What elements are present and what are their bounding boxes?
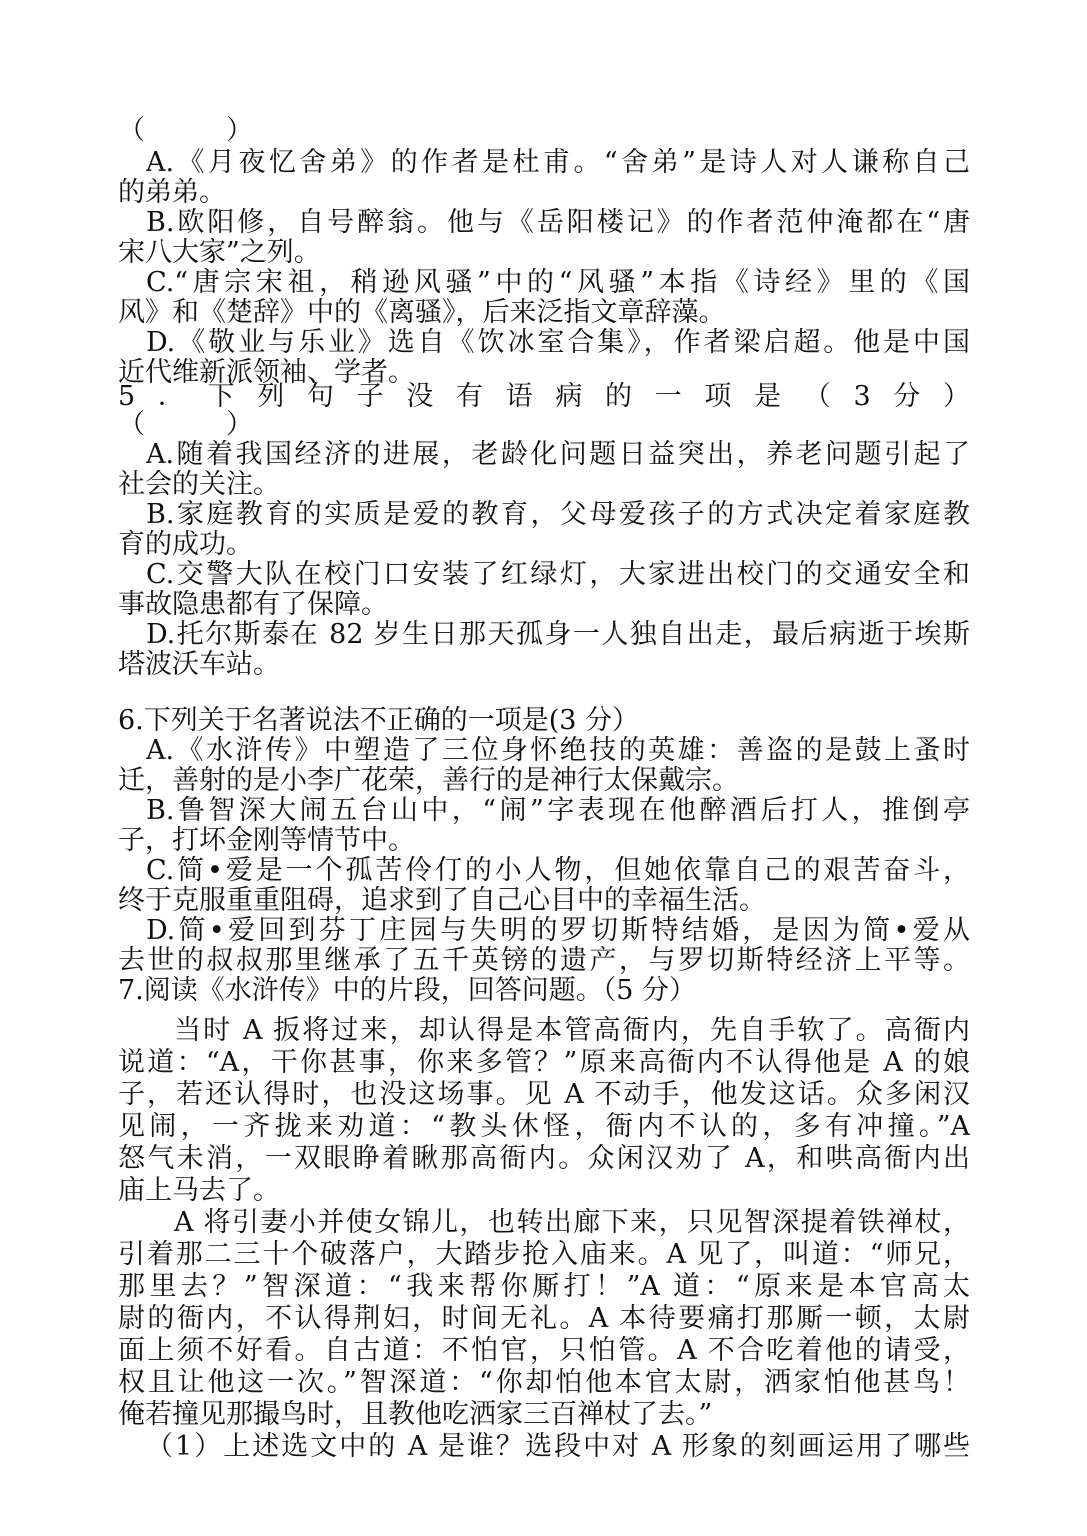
q6-option-c: C.简•爱是一个孤苦伶仃的小人物，但她依靠自己的艰苦奋斗， bbox=[146, 856, 970, 886]
q4-option-b: B.欧阳修，自号醉翁。他与《岳阳楼记》的作者范仲淹都在“唐 bbox=[146, 208, 970, 238]
passage-p1-line5: 怒气未消，一双眼睁着瞅那高衙内。众闲汉劝了 A，和哄高衙内出 bbox=[118, 1144, 970, 1174]
q4-option-d-cont: 近代维新派领袖、学者。 bbox=[118, 358, 415, 388]
passage-p2-line3: 那里去？”智深道：“我来帮你厮打！”A 道：“原来是本官高太 bbox=[118, 1272, 970, 1302]
passage-p1-line3: 子，若还认得时，也没这场事。见 A 不动手，他发这话。众多闲汉 bbox=[118, 1080, 970, 1110]
question-4-bracket: （ ） bbox=[118, 116, 253, 146]
q5-option-b-cont: 育的成功。 bbox=[118, 530, 253, 560]
q4-option-c-cont: 风》和《楚辞》中的《离骚》，后来泛指文章辞藻。 bbox=[118, 298, 726, 328]
q6-option-b-cont: 子，打坏金刚等情节中。 bbox=[118, 826, 415, 856]
q6-option-a-cont: 迁，善射的是小李广花荣，善行的是神行太保戴宗。 bbox=[118, 766, 739, 796]
question-6-stem: 6.下列关于名著说法不正确的一项是(3 分） bbox=[118, 706, 640, 736]
passage-p2-line7: 俺若撞见那撮鸟时，且教他吃洒家三百禅杖了去。” bbox=[118, 1400, 713, 1430]
q4-option-c: C.“唐宗宋祖，稍逊风骚”中的“风骚”本指《诗经》里的《国 bbox=[146, 268, 970, 298]
question-7-sub1: （1）上述选文中的 A 是谁？选段中对 A 形象的刻画运用了哪些 bbox=[146, 1432, 970, 1462]
passage-p1-line1: 当时 A 扳将过来，却认得是本管高衙内，先自手软了。高衙内 bbox=[174, 1016, 970, 1046]
question-7-stem: 7.阅读《水浒传》中的片段，回答问题。（5 分） bbox=[118, 976, 697, 1006]
passage-p1-line2: 说道：“A，干你甚事，你来多管？”原来高衙内不认得他是 A 的娘 bbox=[118, 1048, 970, 1078]
q4-option-b-cont: 宋八大家”之列。 bbox=[118, 238, 321, 268]
q5-option-b: B.家庭教育的实质是爱的教育，父母爱孩子的方式决定着家庭教 bbox=[146, 500, 970, 530]
question-5-stem: 5．下列句子没有语病的一项是（3分） bbox=[118, 382, 970, 412]
q6-option-d-cont: 去世的叔叔那里继承了五千英镑的遗产，与罗切斯特经济上平等。 bbox=[118, 946, 970, 976]
q6-option-b: B.鲁智深大闹五台山中，“闹”字表现在他醉酒后打人，推倒亭 bbox=[146, 796, 970, 826]
passage-p2-line4: 尉的衙内，不认得荆妇，时间无礼。A 本待要痛打那厮一顿，太尉 bbox=[118, 1304, 970, 1334]
q6-option-d: D.简•爱回到芬丁庄园与失明的罗切斯特结婚，是因为简•爱从 bbox=[146, 916, 970, 946]
q5-option-c-cont: 事故隐患都有了保障。 bbox=[118, 590, 388, 620]
q5-option-a-cont: 社会的关注。 bbox=[118, 470, 280, 500]
passage-p2-line6: 权且让他这一次。”智深道：“你却怕他本官太尉，洒家怕他甚鸟！ bbox=[118, 1368, 970, 1398]
q5-option-d: D.托尔斯泰在 82 岁生日那天孤身一人独自出走，最后病逝于埃斯 bbox=[146, 620, 970, 650]
passage-p1-line6: 庙上马去了。 bbox=[118, 1176, 280, 1206]
passage-p2-line1: A 将引妻小并使女锦儿，也转出廊下来，只见智深提着铁禅杖， bbox=[174, 1208, 970, 1238]
q4-option-a-cont: 的弟弟。 bbox=[118, 178, 226, 208]
q4-option-d: D.《敬业与乐业》选自《饮冰室合集》，作者梁启超。他是中国 bbox=[146, 328, 970, 358]
question-5-bracket: （ ） bbox=[118, 410, 253, 440]
passage-p1-line4: 见闹，一齐拢来劝道：“教头休怪，衙内不认的，多有冲撞。”A bbox=[118, 1112, 970, 1142]
q5-option-a: A.随着我国经济的进展，老龄化问题日益突出，养老问题引起了 bbox=[146, 440, 970, 470]
q5-option-d-cont: 塔波沃车站。 bbox=[118, 650, 280, 680]
q6-option-a: A.《水浒传》中塑造了三位身怀绝技的英雄：善盗的是鼓上蚤时 bbox=[146, 736, 970, 766]
passage-p2-line5: 面上须不好看。自古道：不怕官，只怕管。A 不合吃着他的请受， bbox=[118, 1336, 970, 1366]
q4-option-a: A.《月夜忆舍弟》的作者是杜甫。“舍弟”是诗人对人谦称自己 bbox=[146, 148, 970, 178]
passage-p2-line2: 引着那二三十个破落户，大踏步抢入庙来。A 见了，叫道：“师兄， bbox=[118, 1240, 970, 1270]
q6-option-c-cont: 终于克服重重阻碍，追求到了自己心目中的幸福生活。 bbox=[118, 886, 766, 916]
q5-option-c: C.交警大队在校门口安装了红绿灯，大家进出校门的交通安全和 bbox=[146, 560, 970, 590]
